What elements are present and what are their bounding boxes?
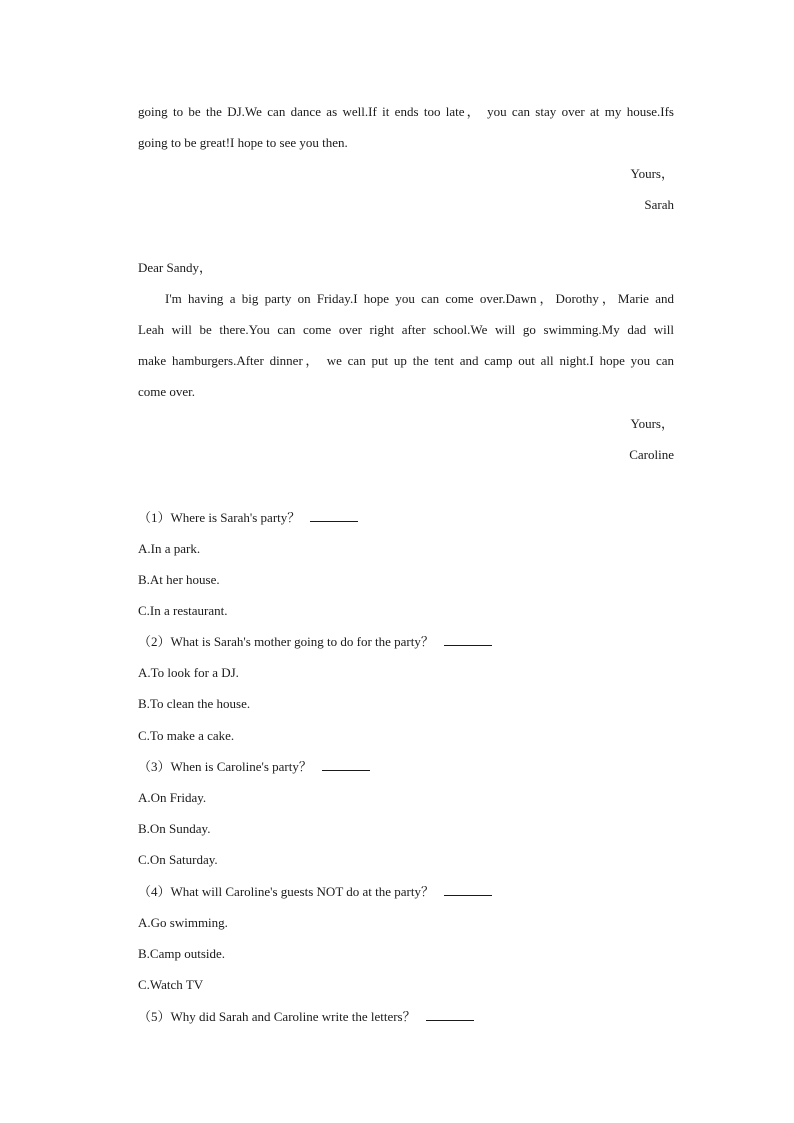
answer-blank-1[interactable] [310, 509, 358, 522]
question-3-option-c: C.On Saturday. [138, 852, 218, 867]
question-4-option-c: C.Watch TV [138, 977, 204, 992]
question-4-option-a: A.Go swimming. [138, 915, 228, 930]
question-3-option-b: B.On Sunday. [138, 821, 211, 836]
letter2-line-3: make hamburgers.After dinner， we can put up the tent and camp out all night.I hope you can [138, 353, 674, 368]
question-1 [138, 508, 674, 528]
question-5-prompt: （5）Why did Sarah and Caroline write the letters？ [138, 1009, 416, 1024]
question-1-option-a: A.In a park. [138, 541, 201, 556]
question-3-prompt: （3）When is Caroline's party？ [138, 759, 312, 774]
answer-blank-4[interactable] [444, 883, 492, 896]
question-2-option-b: B.To clean the house. [138, 696, 251, 711]
letter2-greeting: Dear Sandy， [138, 260, 213, 275]
question-1-option-b: B.At her house. [138, 572, 220, 587]
answer-blank-5[interactable] [426, 1008, 474, 1021]
question-3 [138, 757, 674, 777]
answer-blank-3[interactable] [322, 758, 370, 771]
question-2-prompt: （2）What is Sarah's mother going to do for the party？ [138, 634, 434, 649]
letter1-line-2: going to be great!I hope to see you then. [138, 135, 348, 150]
letter1-closing: Yours， [630, 166, 674, 181]
letter2-line-1: I'm having a big party on Friday.I hope you can come over.Dawn，Dorothy，Marie and [165, 291, 674, 306]
question-4-option-b: B.Camp outside. [138, 946, 226, 961]
question-2 [138, 632, 674, 652]
letter2-closing: Yours， [630, 416, 674, 431]
question-4-prompt: （4）What will Caroline's guests NOT do at the party？ [138, 884, 434, 899]
letter1-signature: Sarah [644, 197, 674, 212]
letter2-line-4: come over. [138, 384, 196, 399]
question-5 [138, 1007, 674, 1027]
question-3-option-a: A.On Friday. [138, 790, 207, 805]
letter2-line-2: Leah will be there.You can come over right after school.We will go swimming.My dad will [138, 322, 674, 337]
question-2-option-c: C.To make a cake. [138, 728, 235, 743]
letter2-signature: Caroline [629, 447, 674, 462]
question-4 [138, 882, 674, 902]
answer-blank-2[interactable] [444, 633, 492, 646]
letter1-line-1: going to be the DJ.We can dance as well.If it ends too late， you can stay over at my house.Ifs [138, 104, 674, 119]
question-2-option-a: A.To look for a DJ. [138, 665, 239, 680]
question-1-prompt: （1）Where is Sarah's party？ [138, 510, 301, 525]
question-1-option-c: C.In a restaurant. [138, 603, 228, 618]
